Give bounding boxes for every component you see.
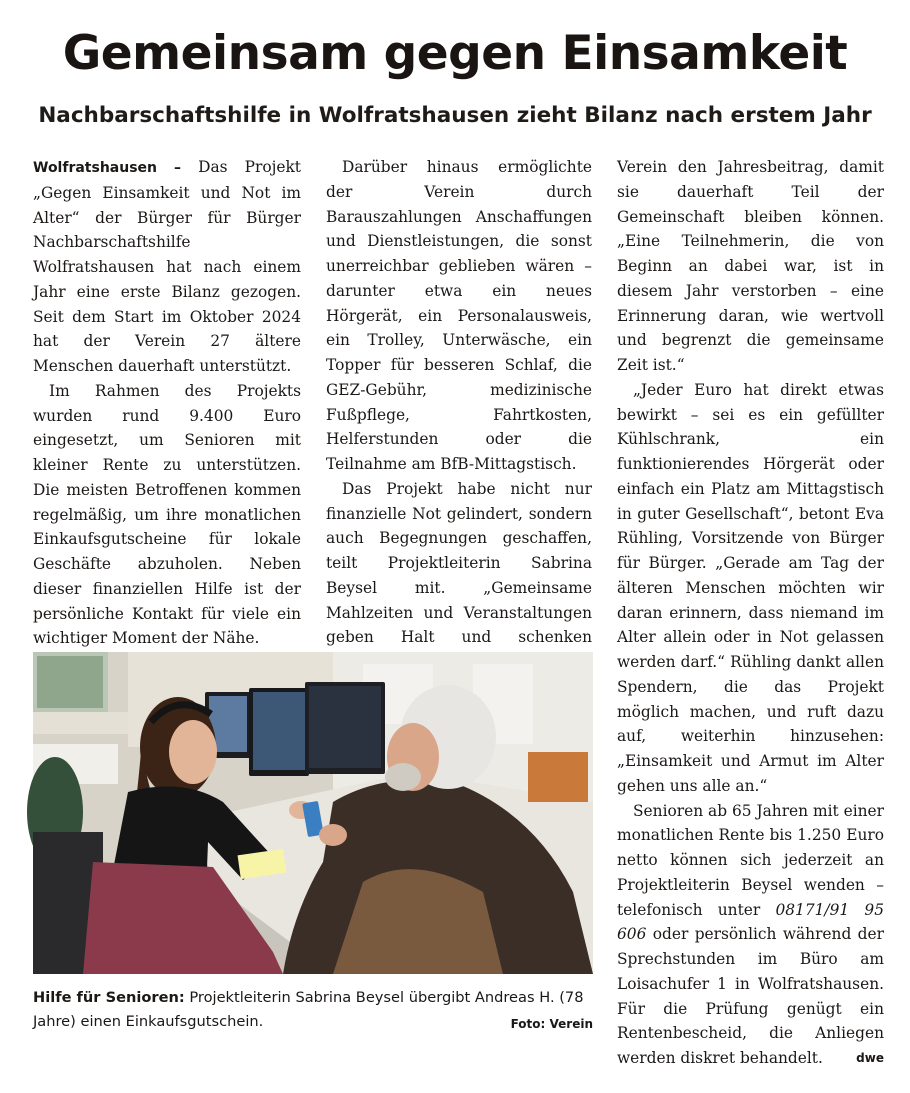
article-column-1 [33,155,301,648]
article-paragraph [617,799,884,1071]
subheadline: Nachbarschaftshilfe in Wolfratshausen zieht Bilanz nach erstem Jahr [38,103,872,128]
byline: dwe [856,1051,884,1065]
caption-lead: Hilfe für Senioren: [33,989,185,1006]
article-paragraph: „Jeder Euro hat direkt etwas bewirkt – sei es ein gefüllter Kühlschrank, ein funktionierendes Hörgerät oder einfach ein Platz am Mittagstisch in guter Gesellschaft“, betont Eva Rühling, Vorsitzende von Bürger für Bürger. „Gerade am Tag der älteren Menschen möchten wir daran erinnern, dass niemand im Alter allein oder in Not gelassen werden darf.“ Rühling dankt allen Spendern, die das Projekt möglich machen, und ruft dazu auf, weiterhin hinzusehen: „Einsamkeit und Armut im Alter gehen uns alle an.“ [617,380,884,795]
caption-text: Projektleiterin Sabrina Beysel übergibt Andreas H. (78 Jahre) einen Einkaufsgutschein. [33,989,584,1030]
dateline: Wolfratshausen – [33,160,182,176]
paragraph-text: Senioren ab 65 Jahren mit einer monatlichen Rente bis 1.250 Euro netto können sich jederzeit an Projektleiterin Beysel wenden – telefonisch unter [617,801,884,919]
article-paragraph [33,155,301,379]
paragraph-text: Das Projekt „Gegen Einsamkeit und Not im Alter“ der Bürger für Bürger Nachbarschaftshilfe Wolfratshausen hat nach einem Jahr eine erste Bilanz gezogen. Seit dem Start im Oktober 2024 hat der Verein 27 ältere Menschen dauerhaft unterstützt. [33,158,301,375]
photo-caption [33,986,593,1034]
headline: Gemeinsam gegen Einsamkeit [62,26,848,81]
article-column-2 [326,155,592,645]
article-paragraph: Das Projekt habe nicht nur finanzielle Not gelindert, sondern auch Begegnungen geschaffen, teilt Projektleiterin Sabrina Beysel mit. „Gemeinsame Mahlzeiten und Veranstaltungen geben Halt und schenken [326,479,592,647]
article-paragraph: Darüber hinaus ermöglichte der Verein durch Barauszahlungen Anschaffungen und Dienstleistungen, die sonst unerreichbar geblieben wären – darunter etwa ein neues Hörgerät, ein Personalausweis, ein Trolley, Unterwäsche, ein Topper für besseren Schlaf, die GEZ-Gebühr, medizinische Fußpflege, Fahrtkosten, Helferstunden oder die Teilnahme am BfB-Mittagstisch. [326,158,592,473]
paragraph-text: oder persönlich während der Sprechstunden im Büro am Loisachufer 1 in Wolfratshausen. Für die Prüfung genügt ein Rentenbescheid, die Anliegen werden diskret behandelt. [617,925,884,1067]
article-photo [33,652,593,974]
phone-number: 08171/91 95 606 [617,900,884,944]
article-paragraph: Im Rahmen des Projekts wurden rund 9.400 Euro eingesetzt, um Senioren mit kleiner Rente zu unterstützen. Die meisten Betroffenen kommen regelmäßig, um ihre monatlichen Einkaufsgutscheine für lokale Geschäfte abzuholen. Neben dieser finanziellen Hilfe ist der persönliche Kontakt für viele ein wichtiger Moment der Nähe. [33,381,301,648]
article-paragraph: Verein den Jahresbeitrag, damit sie dauerhaft Teil der Gemeinschaft bleiben können. „Eine Teilnehmerin, die von Beginn an dabei war, ist in diesem Jahr verstorben – eine Erinnerung daran, wie wertvoll und begrenzt die gemeinsame Zeit ist.“ [617,158,884,374]
article-column-3 [617,155,884,1067]
photo-credit: Foto: Verein [510,1017,593,1031]
